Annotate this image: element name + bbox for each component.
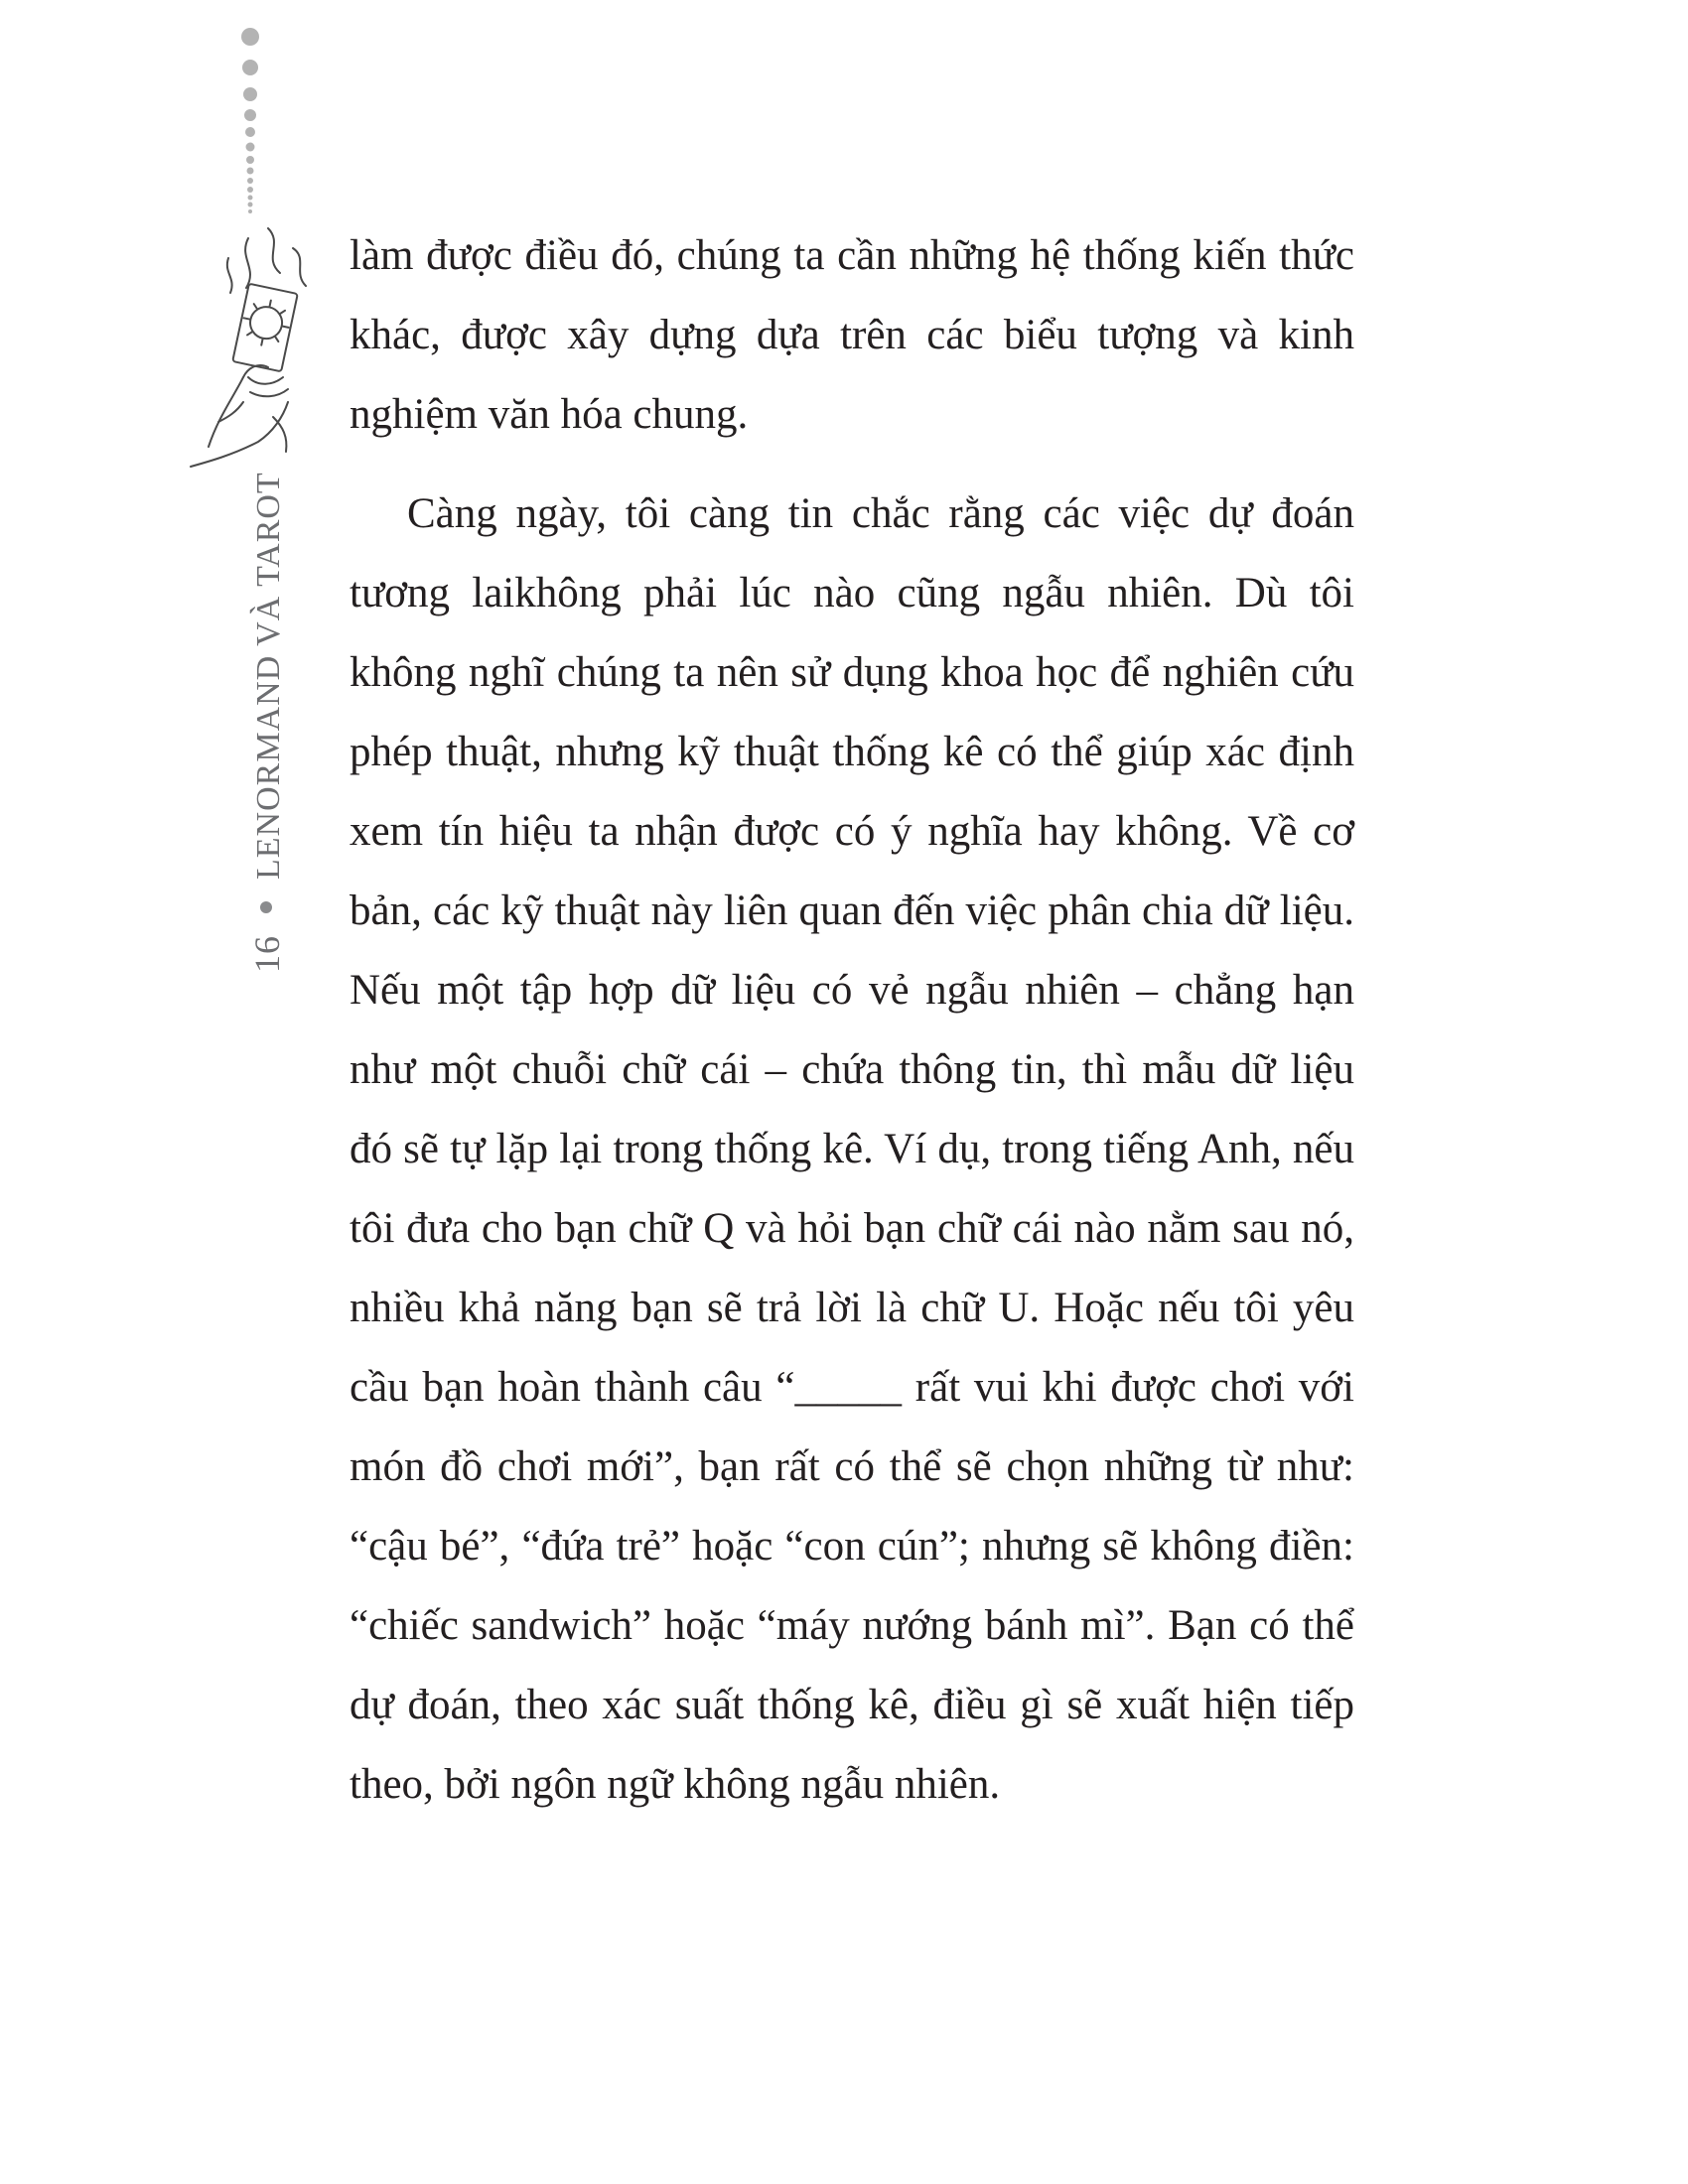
separator-dot <box>260 901 272 913</box>
book-title: LENORMAND VÀ TAROT <box>250 472 287 880</box>
page-margin-sidebar <box>0 0 338 2184</box>
hand-holding-card-icon <box>189 218 328 477</box>
paragraph: Càng ngày, tôi càng tin chắc rằng các việc dự đoán tương laikhông phải lúc nào cũng ngẫu nhiên. Dù tôi không nghĩ chúng ta nên sử dụng khoa học để nghiên cứu phép thuật, nhưng kỹ thuật thống kê có thể giúp xác định xem tín hiệu ta nhận được có ý nghĩa hay không. Về cơ bản, các kỹ thuật này liên quan đến việc phân chia dữ liệu. Nếu một tập hợp dữ liệu có vẻ ngẫu nhiên – chẳng hạn như một chuỗi chữ cái – chứa thông tin, thì mẫu dữ liệu đó sẽ tự lặp lại trong thống kê. Ví dụ, trong tiếng Anh, nếu tôi đưa cho bạn chữ Q và hỏi bạn chữ cái nào nằm sau nó, nhiều khả năng bạn sẽ trả lời là chữ U. Hoặc nếu tôi yêu cầu bạn hoàn thành câu “_____ rất vui khi được chơi với món đồ chơi mới”, bạn rất có thể sẽ chọn những từ như: “cậu bé”, “đứa trẻ” hoặc “con cún”; nhưng sẽ không điền: “chiếc sandwich” hoặc “máy nướng bánh mì”. Bạn có thể dự đoán, theo xác suất thống kê, điều gì sẽ xuất hiện tiếp theo, bởi ngôn ngữ không ngẫu nhiên. <box>350 490 1354 1808</box>
running-head <box>248 472 286 973</box>
decorative-dots <box>0 0 338 238</box>
page-number: 16 <box>247 935 287 973</box>
paragraph-continuation: làm được điều đó, chúng ta cần những hệ thống kiến thức khác, được xây dựng dựa trên các biểu tượng và kinh nghiệm văn hóa chung. <box>350 232 1354 438</box>
body-text <box>350 216 1354 1825</box>
